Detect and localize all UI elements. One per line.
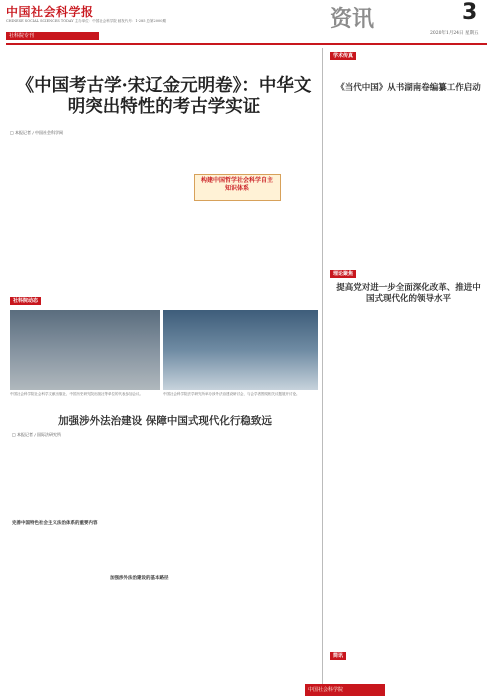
right-mid-headline: 提高党对进一步全面深化改革、推进中国式现代化的领导水平 <box>336 283 481 304</box>
photo-caption-1: 中国社会科学院社会科学文献出版社、中国历史研究院出版社等单位的代表参加会议。 <box>10 392 143 396</box>
section-label: 社科院专刊 <box>6 32 99 40</box>
second-body-col-3 <box>183 440 253 684</box>
page-section-title: 资讯 <box>330 7 375 32</box>
tab-academic-news: 学术传真 <box>330 52 356 60</box>
lead-headline: 《中国考古学·宋辽金元明卷》：中华文明突出特性的考古学实证 <box>16 76 312 117</box>
meeting-photo-2 <box>163 310 318 390</box>
second-body-col-2 <box>108 440 178 684</box>
page-number: 3 <box>462 0 478 25</box>
second-byline: □ 本报记者 / 国际法研究所 <box>12 432 61 437</box>
top-right-body-col-1 <box>330 115 405 265</box>
briefs-body <box>330 662 486 684</box>
theme-stamp-text: 构建中国哲学社会科学自主知识体系 <box>200 177 273 192</box>
tab-institute-news: 社科院动态 <box>10 297 41 305</box>
right-mid-body-col-1 <box>330 320 405 650</box>
page-date: 2020年1月24日 星期五 <box>430 31 479 36</box>
top-right-headline: 《当代中国》从书湖南卷编纂工作启动 <box>336 83 481 93</box>
second-subhead-2: 加强涉外法治建设的基本路径 <box>110 576 169 581</box>
meeting-photo-1 <box>10 310 160 390</box>
second-body-col-1 <box>12 440 102 684</box>
tab-briefs: 简讯 <box>330 652 346 660</box>
header-rule <box>6 43 487 45</box>
right-mid-body-col-2 <box>410 320 486 650</box>
masthead-subline: CHINESE SOCIAL SCIENCES TODAY 主办单位：中国社会科学院 邮发代号：1-285 总第2000期 <box>6 19 166 23</box>
photo-caption-2: 中国社会科学院法学研究所举办涉外法治建设研讨会，与会学者围绕相关议题展开讨论。 <box>163 392 300 396</box>
newspaper-masthead: 中国社会科学报 <box>6 5 94 19</box>
tab-theory-focus: 理论聚焦 <box>330 270 356 278</box>
lead-body-col-2 <box>103 138 193 286</box>
second-subhead-1: 完善中国特色社会主义法治体系的重要内容 <box>12 521 98 526</box>
bottom-banner-text: 中国社会科学院 <box>308 687 344 693</box>
second-body-col-4 <box>258 440 320 684</box>
lead-body-col-3 <box>198 205 288 287</box>
top-right-body-col-2 <box>410 115 486 265</box>
column-divider <box>322 48 323 684</box>
second-headline: 加强涉外法治建设 保障中国式现代化行稳致远 <box>58 415 272 427</box>
lead-byline: □ 本报记者 / 中国社会科学网 <box>10 130 63 135</box>
lead-body-col-1 <box>8 138 98 286</box>
